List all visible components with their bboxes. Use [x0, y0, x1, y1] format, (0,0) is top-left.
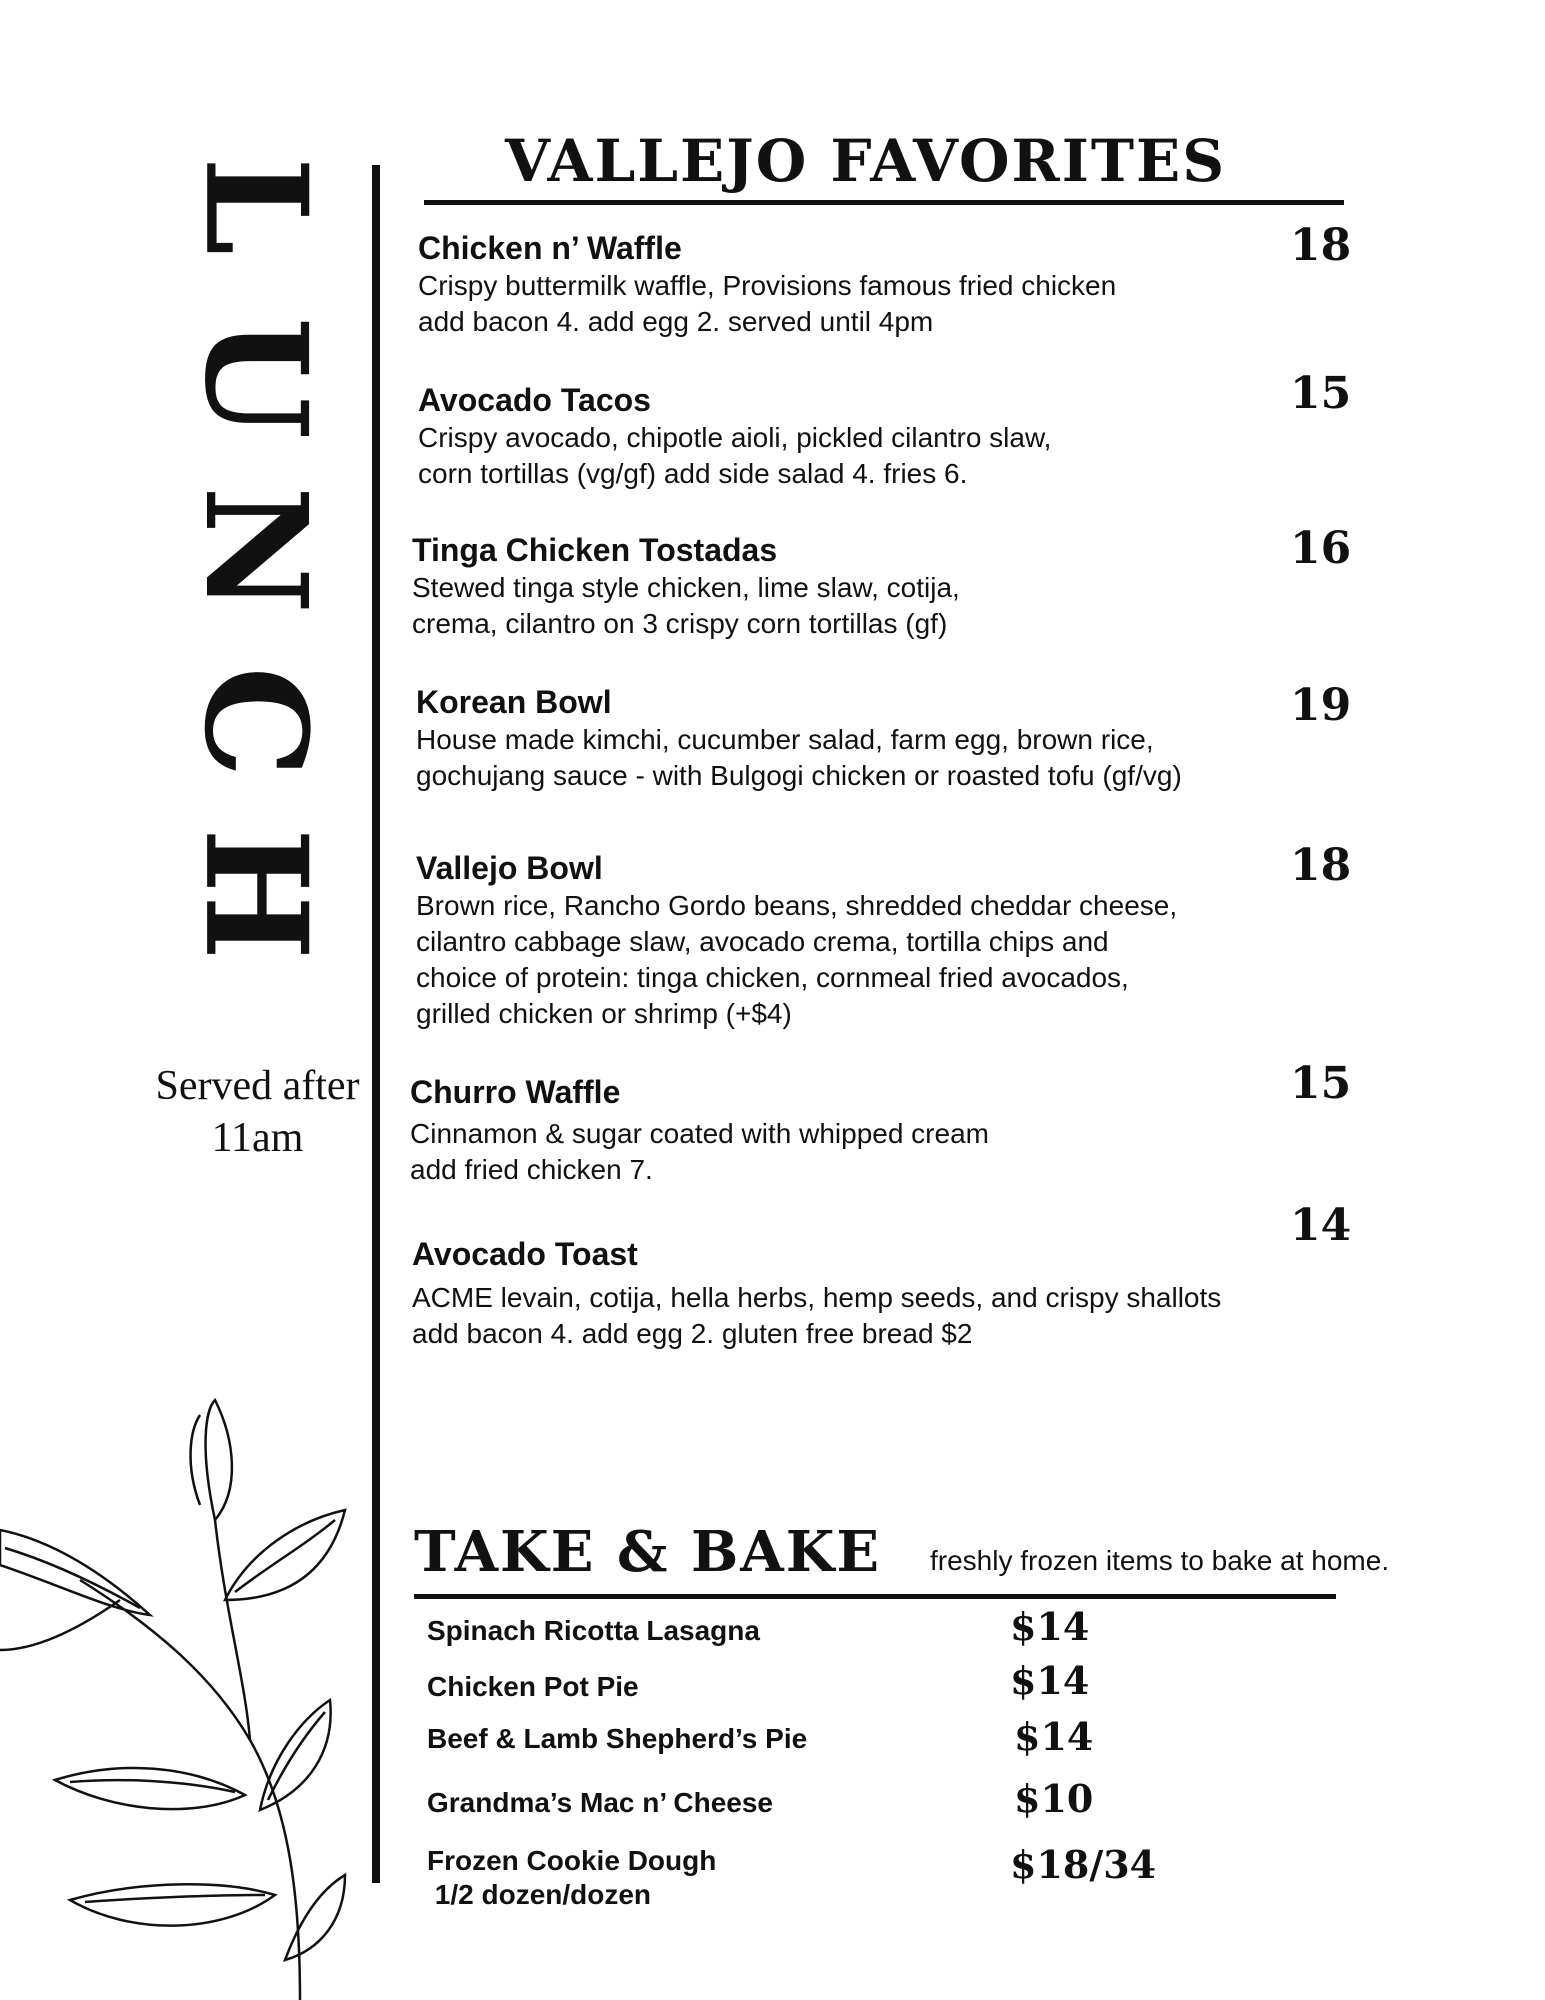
item-price: 16	[1290, 523, 1352, 574]
item-desc	[418, 268, 1338, 340]
take-bake-item-price: $14	[1014, 1714, 1094, 1759]
favorites-heading: VALLEJO FAVORITES	[505, 127, 1227, 195]
take-bake-item-price: $18/34	[1010, 1842, 1157, 1887]
desc-line: Stewed tinga style chicken, lime slaw, cotija,	[412, 572, 960, 603]
menu-item	[412, 530, 1332, 642]
item-name: Avocado Toast	[412, 1236, 638, 1272]
item-name: Korean Bowl	[416, 684, 612, 720]
item-name: Vallejo Bowl	[416, 850, 603, 886]
desc-line: add bacon 4. add egg 2. gluten free bread $2	[412, 1318, 973, 1349]
desc-line: choice of protein: tinga chicken, cornmeal fried avocados,	[416, 962, 1129, 993]
menu-item	[416, 682, 1336, 794]
item-name: Churro Waffle	[410, 1074, 621, 1110]
desc-line: gochujang sauce - with Bulgogi chicken or roasted tofu (gf/vg)	[416, 760, 1182, 791]
served-line: Served after	[155, 1063, 360, 1109]
item-name: Avocado Tacos	[418, 382, 651, 418]
title-letter: H	[173, 827, 337, 961]
take-bake-item-name	[427, 1844, 716, 1912]
item-name: Chicken n’ Waffle	[418, 230, 682, 266]
item-price: 14	[1290, 1200, 1352, 1251]
item-price: 18	[1290, 220, 1352, 271]
favorites-rule	[424, 200, 1344, 205]
take-bake-item-price: $14	[1010, 1658, 1090, 1703]
served-line: 11am	[211, 1115, 304, 1161]
desc-line: cilantro cabbage slaw, avocado crema, tortilla chips and	[416, 926, 1109, 957]
desc-line: Crispy buttermilk waffle, Provisions famous fried chicken	[418, 270, 1117, 301]
take-bake-heading: TAKE & BAKE	[414, 1519, 882, 1585]
item-price: 15	[1290, 368, 1352, 419]
take-bake-item-name	[427, 1786, 773, 1820]
desc-line: grilled chicken or shrimp (+$4)	[416, 998, 792, 1029]
desc-line: ACME levain, cotija, hella herbs, hemp seeds, and crispy shallots	[412, 1282, 1222, 1313]
desc-line: Cinnamon & sugar coated with whipped cream	[410, 1118, 989, 1149]
served-after-note	[140, 1060, 375, 1164]
title-letter: N	[173, 486, 337, 614]
take-bake-item-name	[427, 1614, 760, 1648]
item-price: 18	[1290, 840, 1352, 891]
item-price: 15	[1290, 1058, 1352, 1109]
take-bake-item-name	[427, 1670, 639, 1704]
item-name-line: Spinach Ricotta Lasagna	[427, 1615, 760, 1646]
item-name-line: Beef & Lamb Shepherd’s Pie	[427, 1723, 808, 1754]
item-name-line: Grandma’s Mac n’ Cheese	[427, 1787, 773, 1818]
lunch-title	[173, 120, 337, 980]
item-desc	[412, 1280, 1332, 1352]
item-name-line: Frozen Cookie Dough	[427, 1845, 717, 1876]
item-name-line: 1/2 dozen/dozen	[427, 1879, 652, 1910]
title-letter: U	[173, 316, 337, 440]
item-desc	[416, 722, 1336, 794]
desc-line: add fried chicken 7.	[410, 1154, 653, 1185]
item-desc	[416, 888, 1336, 1032]
take-bake-item-name	[427, 1722, 807, 1756]
take-bake-item-price: $14	[1010, 1604, 1090, 1649]
vertical-divider	[372, 165, 380, 1883]
leaf-illustration-icon	[0, 1380, 360, 2000]
desc-line: corn tortillas (vg/gf) add side salad 4. fries 6.	[418, 458, 968, 489]
title-letter: L	[173, 156, 337, 256]
item-name: Tinga Chicken Tostadas	[412, 532, 778, 568]
item-name-line: Chicken Pot Pie	[427, 1671, 639, 1702]
menu-item	[410, 1072, 1330, 1188]
menu-item	[418, 380, 1338, 492]
menu-item	[412, 1234, 1332, 1352]
take-bake-rule	[414, 1594, 1336, 1599]
title-letter: C	[173, 666, 337, 778]
take-bake-subtitle: freshly frozen items to bake at home.	[930, 1545, 1390, 1576]
desc-line: add bacon 4. add egg 2. served until 4pm	[418, 306, 934, 337]
desc-line: Crispy avocado, chipotle aioli, pickled cilantro slaw,	[418, 422, 1052, 453]
item-desc	[418, 420, 1338, 492]
desc-line: House made kimchi, cucumber salad, farm egg, brown rice,	[416, 724, 1154, 755]
menu-item	[416, 848, 1336, 1032]
desc-line: crema, cilantro on 3 crispy corn tortillas (gf)	[412, 608, 948, 639]
menu-item	[418, 228, 1338, 340]
take-bake-item-price: $10	[1014, 1776, 1094, 1821]
desc-line: Brown rice, Rancho Gordo beans, shredded cheddar cheese,	[416, 890, 1178, 921]
item-price: 19	[1290, 680, 1352, 731]
item-desc	[410, 1116, 1330, 1188]
item-desc	[412, 570, 1332, 642]
